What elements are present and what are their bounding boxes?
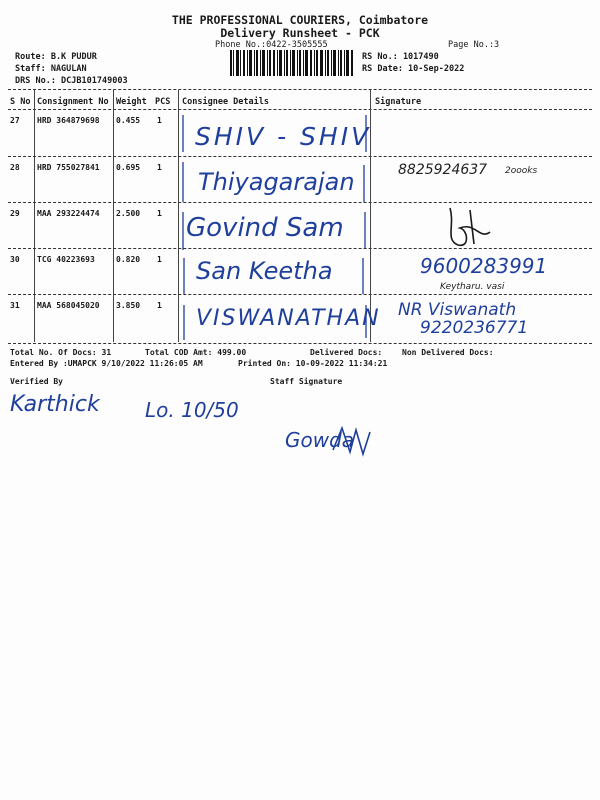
row-consignment: MAA 293224474: [37, 209, 100, 218]
delivered-docs: Delivered Docs:: [310, 348, 383, 357]
company-title: THE PROFESSIONAL COURIERS, Coimbatore: [171, 13, 429, 27]
route-label: Route: B.K PUDUR: [15, 52, 97, 62]
signature-phone: 9220236771: [420, 318, 529, 338]
entered-by: Entered By :UMAPCK 9/10/2022 11:26:05 AM: [10, 359, 203, 368]
row-sno: 28: [10, 163, 20, 172]
verified-by-label: Verified By: [10, 377, 63, 386]
row-pcs: 1: [157, 163, 162, 172]
signature-scribble: [440, 200, 500, 252]
row-weight: 3.850: [116, 301, 141, 310]
row-consignment: HRD 364879698: [37, 116, 100, 125]
consignee-handwriting: San Keetha: [196, 257, 333, 285]
consignee-handwriting: Govind Sam: [186, 213, 344, 243]
divider-top: [8, 89, 592, 90]
phone-number: Phone No.:0422-3505555: [215, 40, 328, 50]
row-consignment: TCG 40223693: [37, 255, 95, 264]
row-weight: 0.695: [116, 163, 141, 172]
col-weight: Weight: [116, 97, 147, 107]
signature-phone: 9600283991: [420, 254, 548, 278]
row-sno: 29: [10, 209, 20, 218]
total-docs: Total No. Of Docs: 31: [10, 348, 112, 357]
signature-note: 2oooks: [505, 166, 538, 176]
rs-number: RS No.: 1017490: [362, 52, 439, 62]
row-weight: 0.820: [116, 255, 141, 264]
row-pcs: 1: [157, 255, 162, 264]
verified-signature: Karthick: [10, 392, 100, 417]
consignee-handwriting: VISWANATHAN: [196, 306, 381, 331]
printed-on: Printed On: 10-09-2022 11:34:21: [238, 359, 388, 368]
staff-signature-label: Staff Signature: [270, 377, 343, 386]
row-pcs: 1: [157, 209, 162, 218]
staff-signature: Lo. 10/50: [145, 398, 239, 422]
col-consignment: Consignment No: [37, 97, 109, 107]
staff-signature-scribble: [330, 420, 380, 460]
divider-bottom: [8, 343, 592, 344]
row-pcs: 1: [157, 116, 162, 125]
drs-number: DRS No.: DCJB101749003: [15, 76, 128, 86]
row-pcs: 1: [157, 301, 162, 310]
consignee-handwriting: SHIV - SHIV: [195, 122, 372, 151]
col-line: [113, 90, 114, 342]
row-weight: 0.455: [116, 116, 141, 125]
signature-phone: 8825924637: [398, 162, 488, 178]
row-sno: 31: [10, 301, 20, 310]
consignee-brackets: [178, 110, 378, 345]
col-sno: S No: [10, 97, 31, 107]
row-sno: 27: [10, 116, 20, 125]
col-line: [34, 90, 35, 342]
barcode-image: [230, 50, 355, 76]
page-number: Page No.:3: [448, 40, 500, 50]
staff-label: Staff: NAGULAN: [15, 64, 87, 74]
consignee-handwriting: Thiyagarajan: [198, 168, 355, 196]
signature-name: NR Viswanath: [398, 300, 517, 320]
col-pcs: PCS: [155, 97, 171, 107]
col-signature: Signature: [375, 97, 422, 107]
col-consignee: Consignee Details: [182, 97, 269, 107]
total-cod: Total COD Amt: 499.00: [145, 348, 247, 357]
row-consignment: HRD 755027841: [37, 163, 100, 172]
non-delivered-docs: Non Delivered Docs:: [402, 348, 494, 357]
signature-note: Keytharu. vasi: [440, 282, 505, 292]
row-consignment: MAA 568045020: [37, 301, 100, 310]
rs-date: RS Date: 10-Sep-2022: [362, 64, 465, 74]
staff-signature-2: Gowda: [285, 428, 355, 452]
row-sno: 30: [10, 255, 20, 264]
row-weight: 2.500: [116, 209, 141, 218]
runsheet-title: Delivery Runsheet - PCK: [220, 26, 380, 40]
